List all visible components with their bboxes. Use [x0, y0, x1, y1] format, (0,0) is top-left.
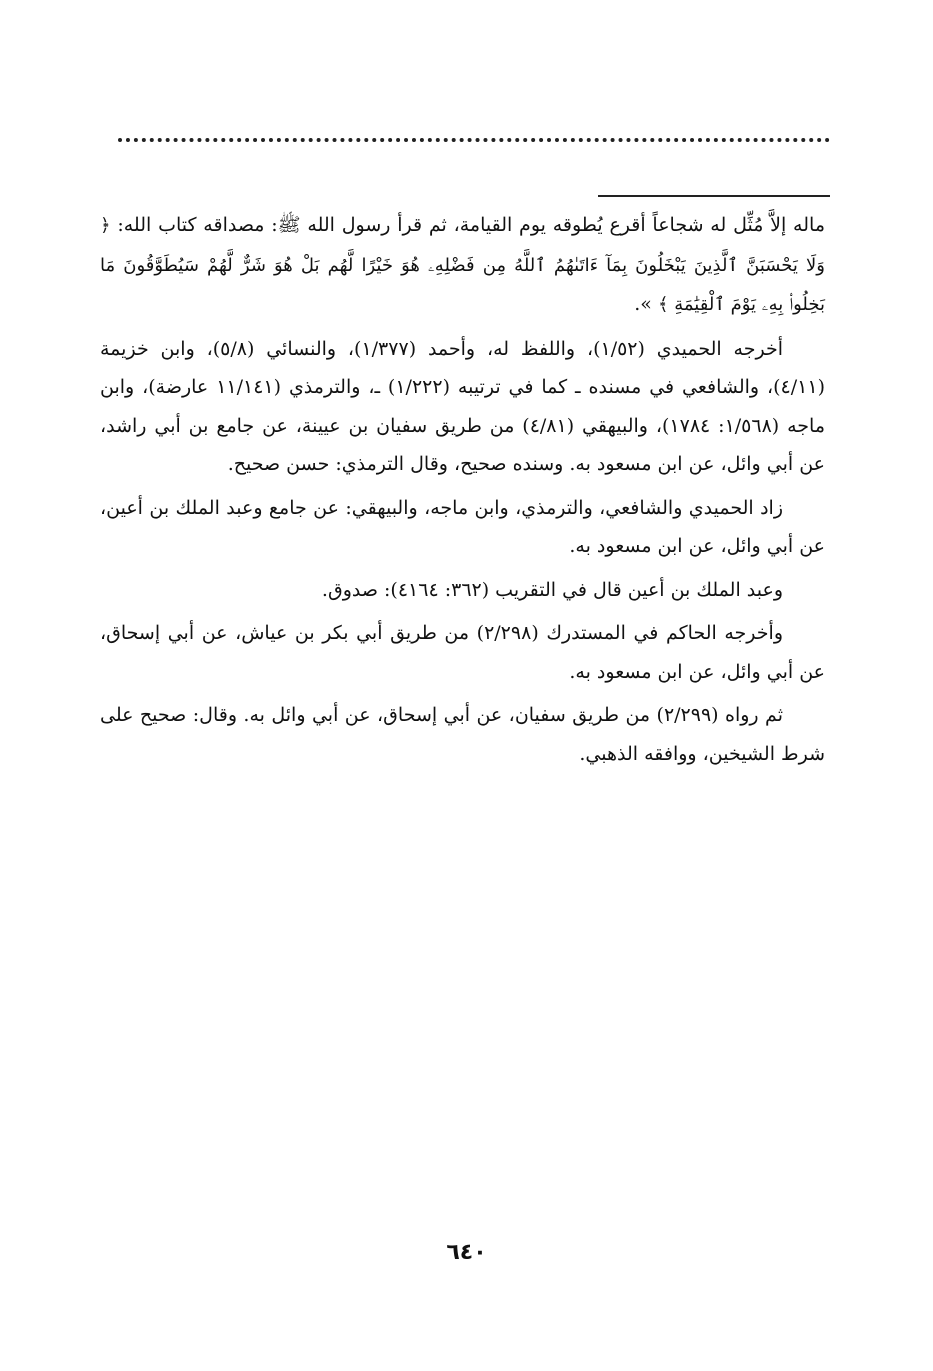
paragraph-narrator: وعبد الملك بن أعين قال في التقريب (٣٦٢: ٤١٦٤): صدوق.	[321, 578, 783, 601]
page-number: ٦٤٠	[446, 1240, 487, 1265]
quran-verse: ﴿ وَلَا يَحْسَبَنَّ ٱلَّذِينَ يَبْخَلُونَ بِمَآ ءَاتَىٰهُمُ ٱللَّهُ مِن فَضْلِهِۦ هُوَ خَيْرًا لَّهُم بَلْ هُوَ شَرٌّ لَّهُمْ سَيُطَوَّقُونَ مَا بَخِلُوا۟ بِهِۦ يَوْمَ ٱلْقِيَٰمَةِ ﴾	[100, 215, 825, 315]
footnote-continuation	[100, 206, 825, 325]
paragraph-hakim-second: ثم رواه (٢/٢٩٩) من طريق سفيان، عن أبي إسحاق، عن أبي وائل به. وقال: صحيح على شرط الشيخين، ووافقه الذهبي.	[100, 704, 825, 765]
paragraph-hakim: وأخرجه الحاكم في المستدرك (٢/٢٩٨) من طريق أبي بكر بن عياش، عن أبي إسحاق، عن أبي وائل، عن ابن مسعود به.	[100, 622, 825, 683]
footnote-body	[100, 206, 825, 778]
continuation-end: ».	[634, 293, 658, 315]
continuation-text: ماله إلاَّ مُثِّل له شجاعاً أقرع يُطوقه يوم القيامة، ثم قرأ رسول الله ﷺ: مصداقه كتاب الله:	[110, 214, 825, 236]
dotted-separator	[118, 138, 830, 142]
paragraph-addition: زاد الحميدي والشافعي، والترمذي، وابن ماجه، والبيهقي: عن جامع وعبد الملك بن أعين، عن أبي وائل، عن ابن مسعود به.	[100, 496, 825, 557]
paragraph-takhrij: أخرجه الحميدي (١/٥٢)، واللفظ له، وأحمد (١/٣٧٧)، والنسائي (٥/٨)، وابن خزيمة (٤/١١)، والشافعي في مسنده ـ كما في ترتيبه (١/٢٢٢) ـ، والترمذي (١١/١٤١ عارضة)، وابن ماجه (١/٥٦٨: ١٧٨٤)، والبيهقي (٤/٨١) من طريق سفيان بن عيينة، عن جامع بن أبي راشد، عن أبي وائل، عن ابن مسعود به. وسنده صحيح، وقال الترمذي: حسن صحيح.	[100, 337, 826, 475]
footnote-rule	[598, 195, 830, 197]
